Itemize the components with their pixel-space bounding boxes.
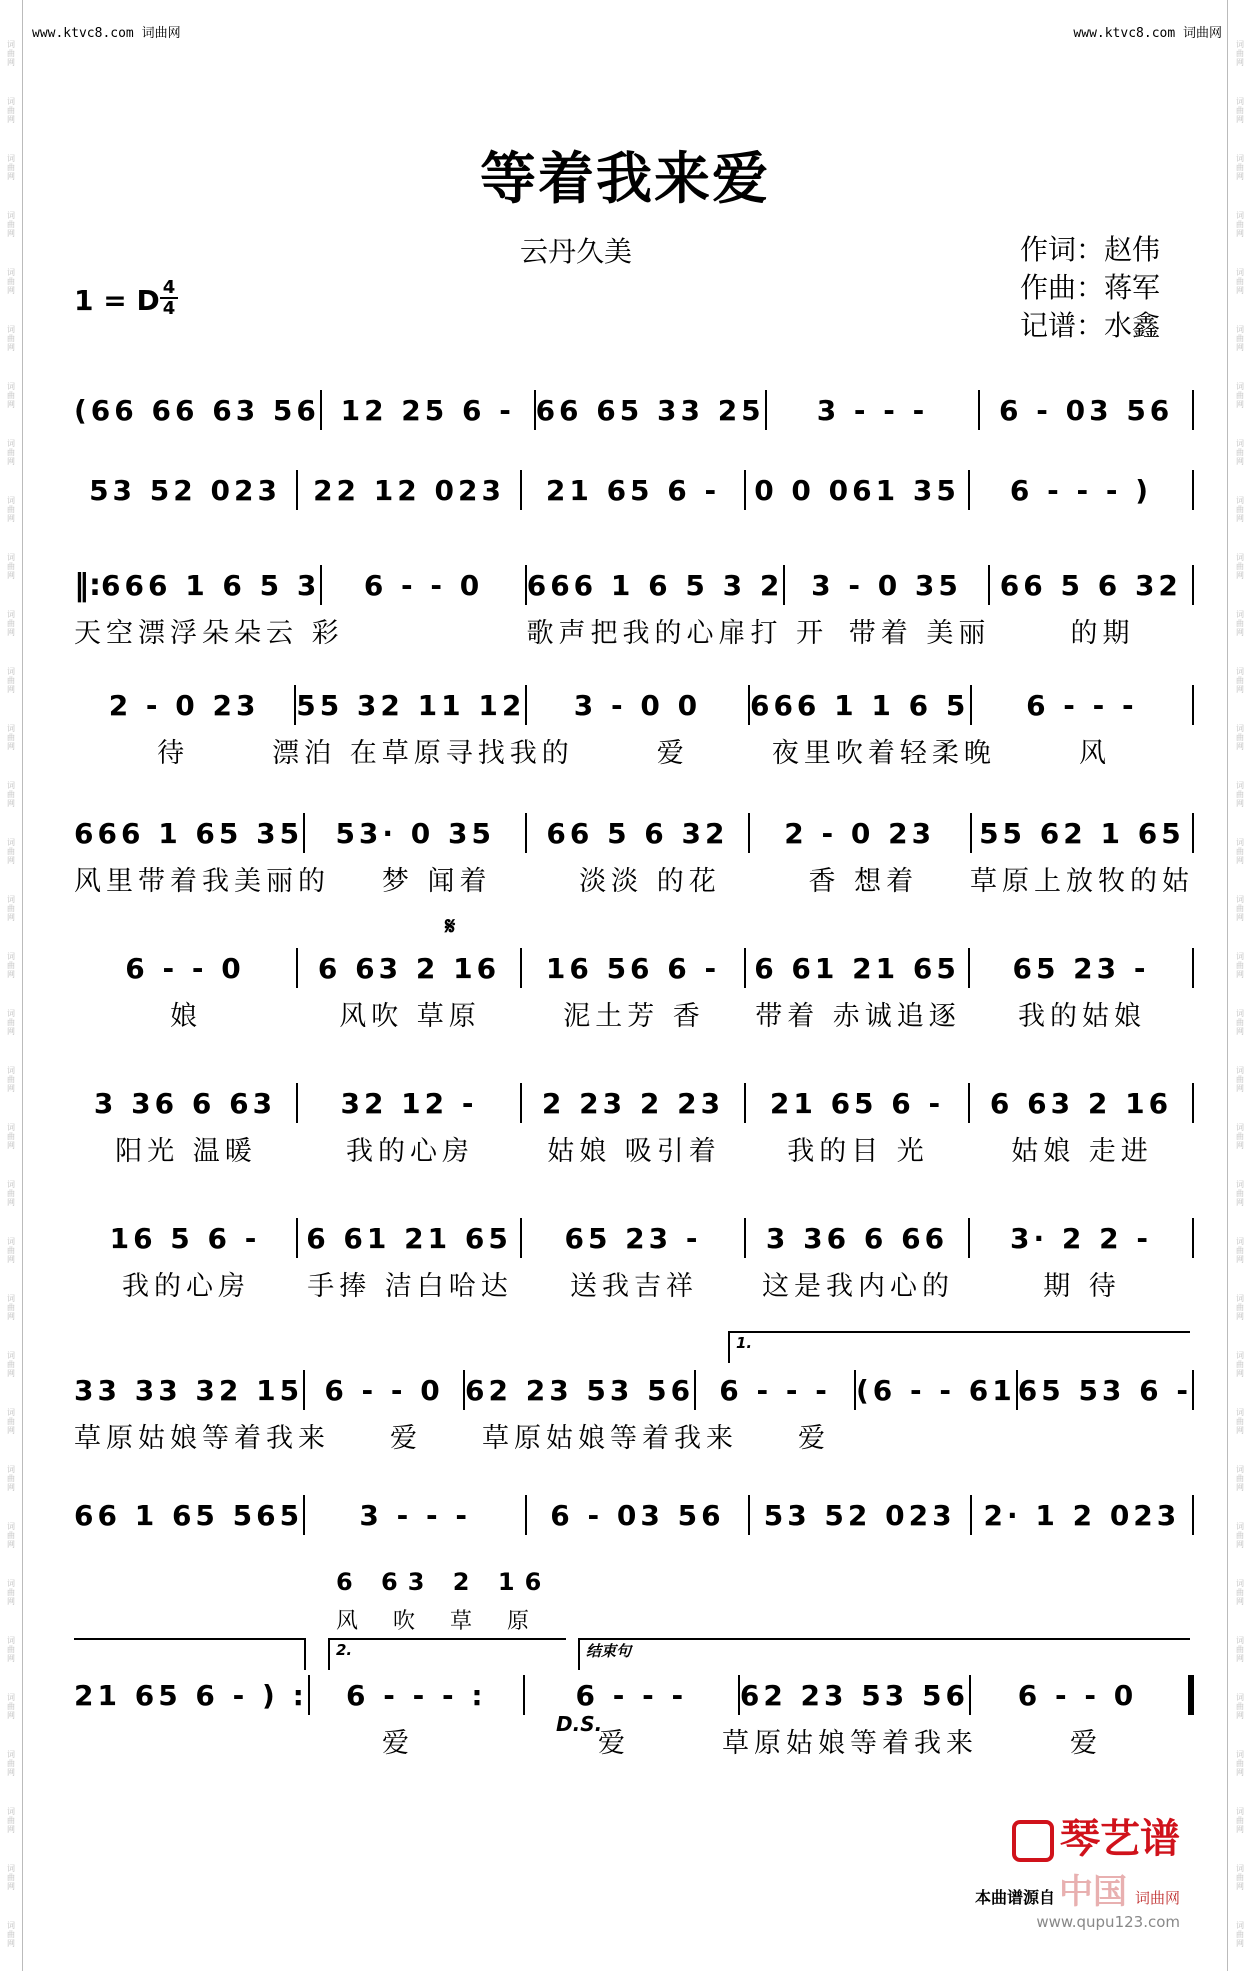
notation-row (74, 1083, 1194, 1123)
side-watermark-mark: 词 曲 网 (7, 1351, 15, 1378)
side-watermark-mark: 词 曲 网 (7, 838, 15, 865)
coda-bracket: 结束句 (578, 1638, 1190, 1670)
volta-1-end (74, 1638, 306, 1670)
score-system (74, 470, 1194, 530)
side-watermark-mark: 词 曲 网 (1236, 1807, 1244, 1834)
measure: 22 12 023 (313, 473, 505, 507)
side-watermark-mark: 词 曲 网 (7, 211, 15, 238)
lyric-segment: 手捧 洁白哈达 (307, 1271, 513, 1302)
lyric-segment: 风吹 草原 (339, 1001, 481, 1032)
measure: 2· 1 2 023 (983, 1498, 1181, 1532)
site-name: 词曲网 (1134, 1889, 1180, 1907)
measure: 62 23 53 56 (739, 1678, 969, 1712)
side-watermark-mark: 词 曲 网 (7, 667, 15, 694)
side-watermark-mark: 词 曲 网 (7, 1180, 15, 1207)
side-watermark-mark: 词 曲 网 (7, 895, 15, 922)
side-watermark-mark: 词 曲 网 (1236, 1237, 1244, 1264)
side-watermark-mark: 词 曲 网 (7, 781, 15, 808)
score-system (74, 813, 1194, 897)
lyric-segment (1042, 1416, 1194, 1455)
measure: 16 5 6 - (109, 1221, 261, 1255)
measure: 6 61 21 65 (306, 1221, 512, 1255)
lyric-segment: 的期 (1070, 618, 1135, 649)
notation-row (74, 565, 1194, 605)
lyric-segment: 爱 (382, 1728, 414, 1759)
measure: 32 12 - (340, 1086, 478, 1120)
side-watermark-mark: 词 曲 网 (1236, 439, 1244, 466)
source-label: 本曲谱源自 (974, 1888, 1055, 1907)
lyric-segment: 姑娘 走进 (1011, 1136, 1153, 1167)
lyricist-credit: 作词：赵伟 (1020, 233, 1161, 266)
side-watermark-mark: 词 曲 网 (7, 268, 15, 295)
composer-credit: 作曲：蒋军 (1020, 271, 1161, 304)
measure: 6 - - 0 (125, 951, 245, 985)
time-signature (160, 278, 178, 318)
side-watermark-mark: 词 曲 网 (1236, 1465, 1244, 1492)
measure: 6 63 2 16 (317, 951, 501, 985)
measure: 666 1 6 5 3 2 (526, 568, 784, 602)
side-watermark-mark: 词 曲 网 (7, 1807, 15, 1834)
measure: 3 - - - (816, 393, 929, 427)
measure: 0 0 061 35 (754, 473, 960, 507)
notation-row (74, 470, 1194, 510)
side-watermark-mark: 词 曲 网 (7, 1750, 15, 1777)
measure: (66 66 63 56 (74, 393, 320, 427)
side-watermark-mark: 词 曲 网 (1236, 382, 1244, 409)
watermark: 中国 (1058, 1872, 1127, 1912)
measure: 66 5 6 32 (546, 816, 729, 850)
side-watermark-mark: 词 曲 网 (7, 1066, 15, 1093)
lyric-row (74, 1264, 1194, 1303)
lyric-segment: 漂泊 在草原寻找我的 (272, 738, 574, 769)
side-watermark-mark: 词 曲 网 (7, 610, 15, 637)
notation-row (74, 1218, 1194, 1258)
lyric-segment: 爱 (656, 738, 689, 769)
notation-row (74, 390, 1194, 430)
side-watermark-mark: 词 曲 网 (1236, 1009, 1244, 1036)
side-watermark-mark: 词 曲 网 (7, 724, 15, 751)
measure: 3 - - - (359, 1498, 472, 1532)
side-watermark-mark: 词 曲 网 (1236, 781, 1244, 808)
score-system (74, 565, 1194, 649)
lyric-segment: 这是我内心的 (762, 1271, 954, 1302)
lyric-segment: 天空漂浮朵朵云 彩 (74, 618, 344, 649)
side-watermark-mark: 词 曲 网 (7, 1465, 15, 1492)
measure: 65 23 - (1012, 951, 1150, 985)
side-watermark-mark: 词 曲 网 (7, 1693, 15, 1720)
side-watermark-mark: 词 曲 网 (7, 97, 15, 124)
notation-row (74, 1495, 1194, 1535)
barline (1192, 470, 1194, 510)
right-margin-strip (1227, 0, 1250, 1971)
lyric-row (74, 994, 1194, 1033)
barline (1192, 565, 1194, 605)
side-watermark-mark: 词 曲 网 (1236, 1123, 1244, 1150)
measure: 6 - - 0 (324, 1373, 444, 1407)
volta-2: 2. (328, 1638, 566, 1670)
measure: 6 - - - (1026, 688, 1138, 722)
key-label: 1 = D (74, 284, 160, 317)
lyric-segment: 淡淡 的花 (579, 866, 721, 897)
lyric-segment: 草原上放牧的姑 (969, 866, 1194, 897)
lyric-segment: 我的心房 (346, 1136, 474, 1167)
side-watermark-mark: 词 曲 网 (7, 1636, 15, 1663)
lyric-segment: 姑娘 吸引着 (547, 1136, 721, 1167)
measure: 62 23 53 56 (465, 1373, 695, 1407)
measure: 55 62 1 65 (979, 816, 1185, 850)
measure: 12 25 6 - (340, 393, 515, 427)
notation-row (74, 1370, 1194, 1410)
side-watermark-mark: 词 曲 网 (1236, 1408, 1244, 1435)
measure: 6 - - - (719, 1373, 831, 1407)
lyric-row (74, 1129, 1194, 1168)
measure: 3· 2 2 - (1010, 1221, 1152, 1255)
side-watermark-mark: 词 曲 网 (7, 1408, 15, 1435)
lyric-segment: 阳光 温暖 (115, 1136, 257, 1167)
lyric-segment: 草原姑娘等着我来 (722, 1728, 978, 1759)
measure: 53 52 023 (763, 1498, 956, 1532)
measure: 66 65 33 25 (535, 393, 765, 427)
side-watermark-mark: 词 曲 网 (1236, 553, 1244, 580)
measure: 53 52 023 (89, 473, 281, 507)
measure: 3 - 0 35 (811, 568, 962, 602)
score-system (74, 1675, 1194, 1759)
measure: 66 5 6 32 (999, 568, 1182, 602)
lyric-segment: 草原姑娘等着我来 (482, 1423, 738, 1454)
measure: 21 65 6 - (545, 473, 721, 507)
transcriber-credit: 记谱：水鑫 (1020, 309, 1161, 342)
logo-icon (1012, 1820, 1054, 1862)
lyric-segment: 风里带着我美丽的 (74, 866, 330, 897)
side-watermark-mark: 词 曲 网 (7, 1123, 15, 1150)
side-watermark-mark: 词 曲 网 (1236, 1921, 1244, 1948)
ossia-notes: 6 63 2 16 (336, 1568, 552, 1596)
singer: 云丹久美 (520, 235, 633, 268)
measure: 33 33 32 15 (74, 1373, 304, 1407)
lyric-segment: 歌声把我的心扉打 开 (526, 618, 829, 649)
measure: 3 36 6 66 (765, 1221, 949, 1255)
barline (1192, 685, 1194, 725)
time-den: 4 (162, 298, 176, 319)
lyric-segment: 香 想着 (808, 866, 919, 897)
score-system (74, 1495, 1194, 1555)
measure: 2 - 0 23 (108, 688, 260, 722)
notation-row (74, 948, 1194, 988)
side-watermark-mark: 词 曲 网 (1236, 1066, 1244, 1093)
side-watermark-mark: 词 曲 网 (1236, 211, 1244, 238)
measure: 21 65 6 - ) : (74, 1678, 308, 1712)
site-label-left: www.ktvc8.com 词曲网 (32, 26, 181, 41)
barline (1192, 1218, 1194, 1258)
score-system (74, 685, 1194, 769)
score-system (74, 390, 1194, 450)
barline (1192, 948, 1194, 988)
notation-row (74, 685, 1194, 725)
notation-row (74, 813, 1194, 853)
measure: 666 1 1 6 5 (749, 688, 970, 722)
side-watermark-mark: 词 曲 网 (7, 1921, 15, 1948)
lyric-segment: 爱 (798, 1423, 830, 1454)
lyric-segment: 娘 (170, 1001, 202, 1032)
measure: 2 - 0 23 (784, 816, 936, 850)
lyric-segment: 梦 闻着 (381, 866, 492, 897)
measure: (6 - - 61 (856, 1373, 1016, 1407)
lyric-segment (890, 1416, 1042, 1455)
side-watermark-mark: 词 曲 网 (1236, 97, 1244, 124)
source-url: www.qupu123.com (1036, 1913, 1180, 1931)
lyric-segment: 带着 赤诚追逐 (755, 1001, 961, 1032)
ds-marking: D.S. (556, 1712, 603, 1736)
side-watermark-mark: 词 曲 网 (7, 382, 15, 409)
measure: 6 61 21 65 (754, 951, 960, 985)
repeat-start: ‖: (74, 567, 101, 603)
measure: 2 23 2 23 (541, 1086, 725, 1120)
measure: 666 1 65 35 (74, 816, 304, 850)
lyric-segment: 爱 (598, 1728, 630, 1759)
side-watermark-mark: 词 曲 网 (7, 325, 15, 352)
side-watermark-mark: 词 曲 网 (7, 496, 15, 523)
measure: 666 1 6 5 3 (101, 568, 321, 602)
score-system (74, 948, 1194, 1032)
measure: 3 - 0 0 (573, 688, 702, 722)
barline (1192, 390, 1194, 430)
measure: 16 56 6 - (545, 951, 721, 985)
side-watermark-mark: 词 曲 网 (7, 154, 15, 181)
side-watermark-mark: 词 曲 网 (1236, 1636, 1244, 1663)
side-watermark-mark: 词 曲 网 (7, 952, 15, 979)
side-watermark-mark: 词 曲 网 (1236, 952, 1244, 979)
barline (1188, 1675, 1194, 1715)
side-watermark-mark: 词 曲 网 (1236, 1180, 1244, 1207)
measure: 66 1 65 565 (74, 1498, 304, 1532)
lyric-segment: 风 (1078, 738, 1111, 769)
measure: 3 36 6 63 (93, 1086, 277, 1120)
site-label-right: www.ktvc8.com 词曲网 (1073, 26, 1222, 41)
score-system (74, 1083, 1194, 1167)
measure: 6 - - 0 (1017, 1678, 1138, 1712)
qinyipu-logo: 琴艺谱 (975, 1807, 1180, 1864)
lyric-segment: 爱 (390, 1423, 422, 1454)
side-watermark-mark: 词 曲 网 (7, 1579, 15, 1606)
lyric-segment: 我的姑娘 (1018, 1001, 1146, 1032)
lyric-row (74, 859, 1194, 898)
measure: 6 - - - ) (1009, 473, 1153, 507)
key-signature (74, 277, 176, 319)
measure: 53· 0 35 (335, 816, 495, 850)
side-watermark-mark: 词 曲 网 (1236, 1351, 1244, 1378)
lyric-segment: 送我吉祥 (570, 1271, 698, 1302)
lyric-segment (74, 1721, 290, 1760)
measure: 6 63 2 16 (989, 1086, 1173, 1120)
song-title: 等着我来爱 (480, 146, 770, 212)
measure: 65 53 6 - (1017, 1373, 1193, 1407)
lyric-segment: 我的目 光 (787, 1136, 929, 1167)
side-watermark-mark: 词 曲 网 (1236, 496, 1244, 523)
barline (1192, 1495, 1194, 1535)
measure: 55 32 11 12 (296, 688, 526, 722)
side-watermark-mark: 词 曲 网 (1236, 667, 1244, 694)
measure: 6 - - - : (346, 1678, 487, 1712)
volta-1: 1. (728, 1331, 1190, 1363)
ossia-lyrics: 风 吹 草 原 (336, 1609, 543, 1634)
side-watermark-mark: 词 曲 网 (7, 553, 15, 580)
barline (1192, 1370, 1194, 1410)
footer (975, 1807, 1180, 1931)
side-watermark-mark: 词 曲 网 (7, 1237, 15, 1264)
score-system (74, 1218, 1194, 1302)
measure: 65 23 - (564, 1221, 702, 1255)
side-watermark-mark: 词 曲 网 (1236, 895, 1244, 922)
time-num: 4 (162, 277, 176, 298)
side-watermark-mark: 词 曲 网 (7, 1294, 15, 1321)
side-watermark-mark: 词 曲 网 (1236, 1579, 1244, 1606)
lyric-segment (344, 611, 527, 650)
lyric-segment: 期 待 (1043, 1271, 1121, 1302)
lyric-segment: 夜里吹着轻柔晚 (771, 738, 996, 769)
lyric-row (74, 731, 1194, 770)
segno-mark: 𝄋 (445, 912, 456, 940)
lyric-row (74, 1416, 1194, 1455)
lyric-segment: 爱 (1070, 1728, 1102, 1759)
side-watermark-mark: 词 曲 网 (1236, 1693, 1244, 1720)
side-watermark-mark: 词 曲 网 (1236, 838, 1244, 865)
side-watermark-mark: 词 曲 网 (1236, 268, 1244, 295)
side-watermark-mark: 词 曲 网 (7, 439, 15, 466)
side-watermark-mark: 词 曲 网 (7, 1522, 15, 1549)
side-watermark-mark: 词 曲 网 (1236, 1864, 1244, 1891)
left-margin-strip (0, 0, 23, 1971)
measure: 6 - 03 56 (999, 393, 1174, 427)
side-watermark-mark: 词 曲 网 (1236, 1522, 1244, 1549)
side-watermark-mark: 词 曲 网 (7, 40, 15, 67)
side-watermark-mark: 词 曲 网 (7, 1864, 15, 1891)
side-watermark-mark: 词 曲 网 (1236, 1294, 1244, 1321)
side-watermark-mark: 词 曲 网 (1236, 325, 1244, 352)
barline (1192, 1083, 1194, 1123)
lyric-row (74, 1721, 1194, 1760)
measure: 6 - - 0 (363, 568, 484, 602)
lyric-segment: 草原姑娘等着我来 (74, 1423, 330, 1454)
measure: 6 - 03 56 (550, 1498, 725, 1532)
barline (1192, 813, 1194, 853)
lyric-segment: 待 (157, 738, 190, 769)
side-watermark-mark: 词 曲 网 (1236, 1750, 1244, 1777)
side-watermark-mark: 词 曲 网 (1236, 610, 1244, 637)
lyric-segment: 泥土芳 香 (563, 1001, 705, 1032)
measure: 6 - - - (575, 1678, 688, 1712)
lyric-row (74, 611, 1194, 650)
score-system (74, 1370, 1194, 1454)
side-watermark-mark: 词 曲 网 (1236, 40, 1244, 67)
notation-row (74, 1675, 1194, 1715)
measure: 21 65 6 - (769, 1086, 945, 1120)
side-watermark-mark: 词 曲 网 (1236, 724, 1244, 751)
side-watermark-mark: 词 曲 网 (1236, 154, 1244, 181)
side-watermark-mark: 词 曲 网 (7, 1009, 15, 1036)
lyric-segment: 我的心房 (122, 1271, 250, 1302)
lyric-segment: 带着 美丽 (848, 618, 991, 649)
